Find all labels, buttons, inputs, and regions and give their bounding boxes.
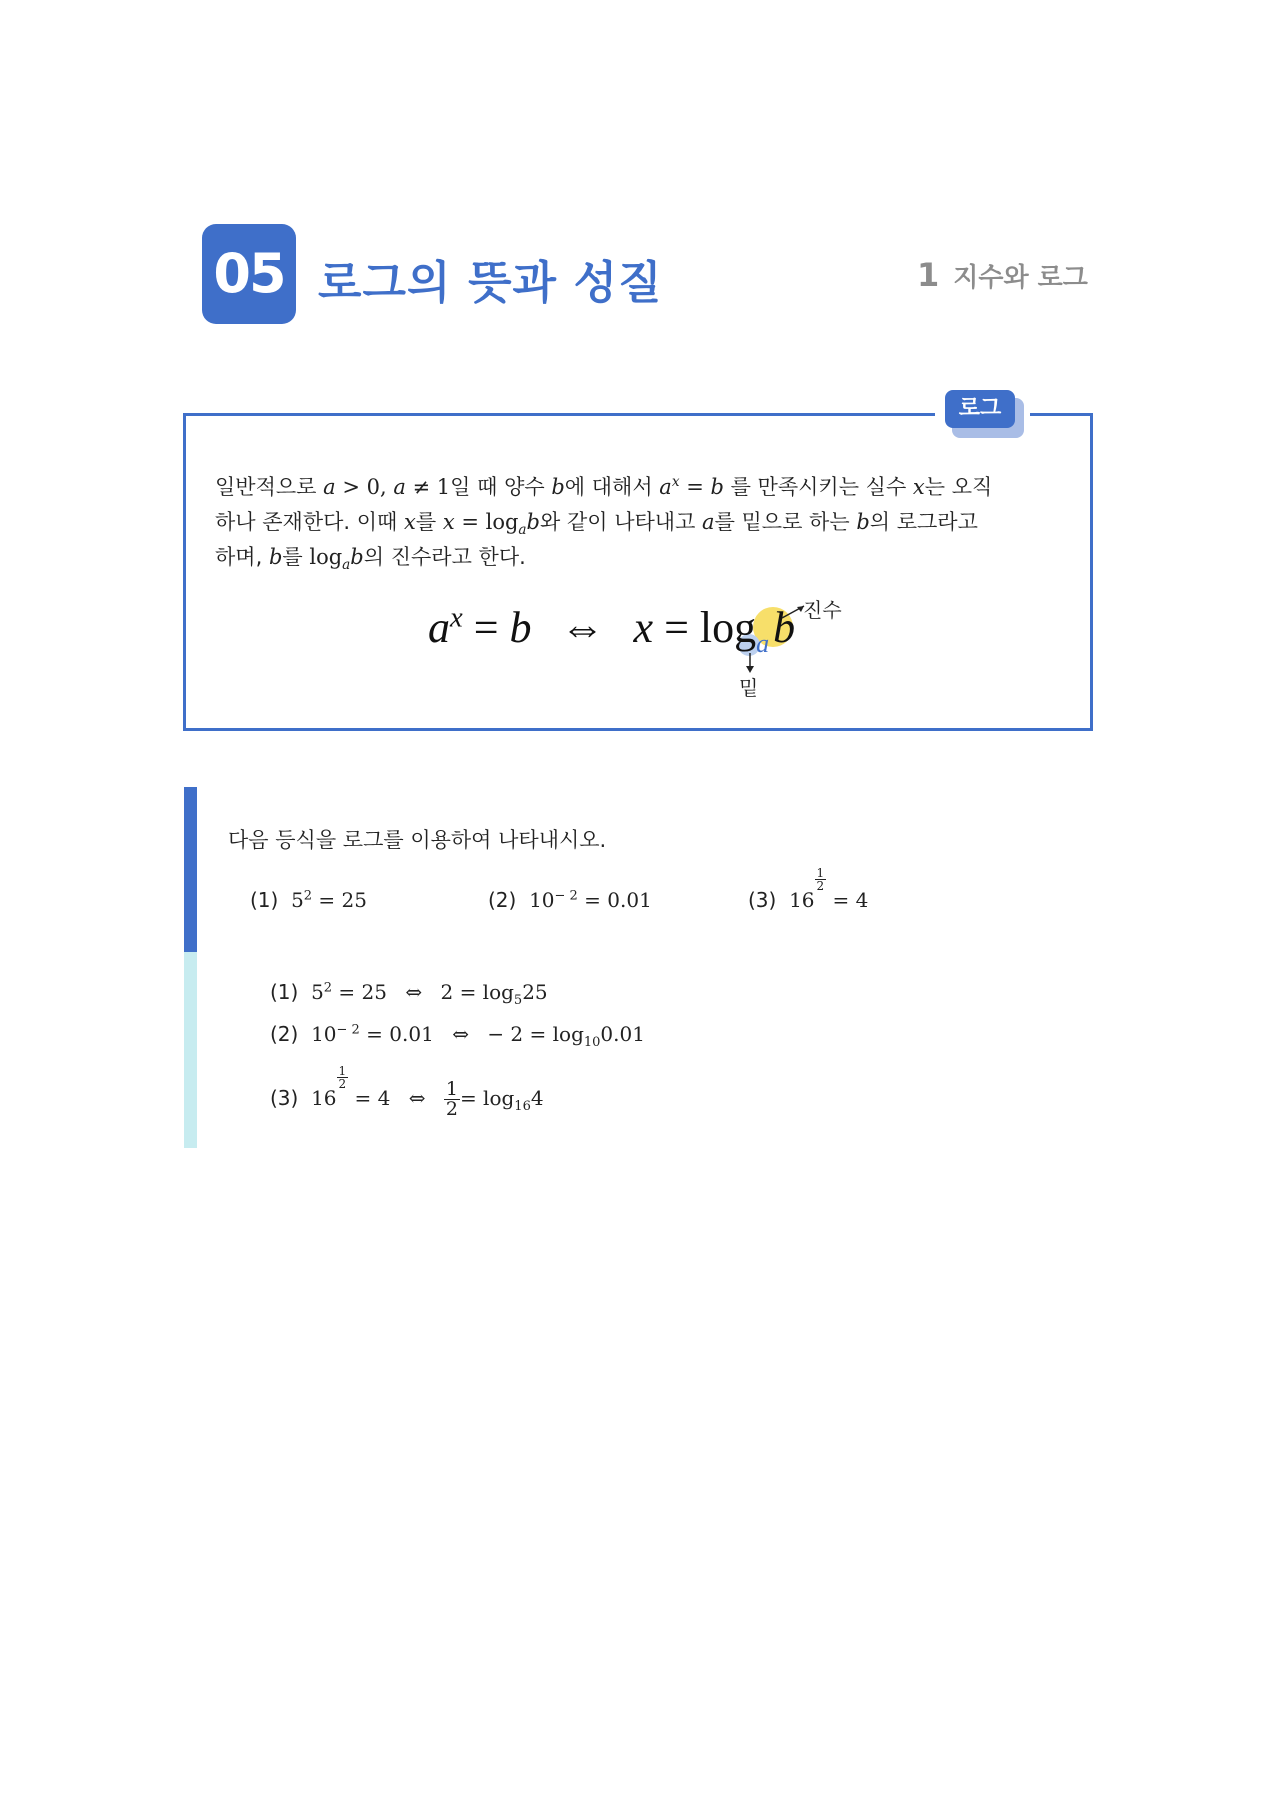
math-text: = 4 [826,888,869,912]
fraction-numerator: 1 [445,1078,458,1100]
math-var: a [323,475,336,499]
log-definition-formula [428,602,796,658]
argument-label: 진수 [803,598,842,622]
math-text: 0.01 [600,1022,645,1046]
math-text: 4 [530,1086,544,1110]
math-var: x [442,510,455,534]
math-text: = 25 [332,980,387,1004]
text-segment: 의 진수라고 한다. [363,545,526,569]
iff-symbol: ⇔ [408,1086,426,1110]
problem-item-1 [250,888,367,912]
answer-item-2 [270,1022,645,1050]
fraction-denominator: 2 [338,1077,347,1091]
math-var: b [268,545,283,569]
definition-paragraph [215,470,1045,575]
formula-equals: = [462,603,510,652]
math-var: b [551,475,565,499]
math-var: b [526,510,540,534]
math-var: x [404,510,416,534]
definition-line-1 [215,470,1045,505]
definition-line-2 [215,505,1045,540]
math-var: x [912,475,925,499]
item-number: (2) [270,1022,299,1046]
exponent-fraction [815,867,827,892]
text-segment: 하나 존재한다. 이때 [215,510,404,534]
math-var: a [702,510,715,534]
fraction-denominator: 2 [816,879,825,893]
answer-item-1 [270,980,548,1008]
chapter-name: 지수와 로그 [953,263,1088,293]
formula-log-base: a [756,628,770,658]
math-base: 5 [291,888,304,912]
math-base: 10 [529,888,555,912]
math-text: = 4 [348,1086,391,1110]
item-number: (2) [488,888,517,912]
text-segment: 일반적으로 [215,475,324,499]
result-fraction [444,1080,460,1119]
math-var: b [350,545,364,569]
math-text: = 0.01 [577,888,652,912]
item-number: (1) [270,980,299,1004]
text-segment: 를 [415,510,443,534]
formula-exponent: x [450,602,463,634]
chapter-number: 1 [917,256,940,294]
formula-log: = log [653,603,757,652]
math-base: 5 [311,980,324,1004]
math-text: = 25 [312,888,367,912]
definition-tab-label: 로그 [945,390,1015,428]
math-text: = log [454,510,519,534]
math-base: 16 [311,1086,337,1110]
math-base: 16 [789,888,815,912]
problem-instruction: 다음 등식을 로그를 이용하여 나타내시오. [228,828,607,852]
math-exponent: 2 [303,888,313,904]
item-number: (3) [748,888,777,912]
math-text: 를 log [282,545,343,569]
math-var: a [393,475,406,499]
text-segment: 를 밑으로 하는 [714,510,857,534]
problem-item-3 [748,866,869,914]
math-base: 10 [311,1022,337,1046]
fraction-numerator: 1 [338,1064,347,1078]
fraction-numerator: 1 [816,866,825,880]
text-segment: 의 로그라고 [869,510,978,534]
math-text: − 2 = log [487,1022,584,1046]
math-text: = 0.01 [359,1022,434,1046]
text-segment: 와 같이 나타내고 [540,510,703,534]
math-subscript: 10 [583,1035,601,1050]
math-text: > 0, [335,475,394,499]
math-subscript: a [518,522,527,539]
math-var: b [710,475,724,499]
iff-symbol: ⇔ [405,980,423,1004]
math-text: = log [459,1086,515,1110]
text-segment: 를 만족시키는 실수 [723,475,913,499]
section-number-badge: 05 [202,224,296,324]
base-arrow-icon [743,652,757,674]
problem-bar [184,787,197,952]
base-label: 밑 [739,676,759,700]
math-var: a [659,475,672,499]
fraction-denominator: 2 [445,1098,458,1120]
math-exponent: − 2 [336,1022,360,1038]
math-subscript: a [342,557,351,574]
text-segment: 에 대해서 [564,475,660,499]
chapter-label [917,256,1088,294]
iff-symbol: ⇔ [560,603,605,652]
math-text: 25 [522,980,548,1004]
math-text: = [679,475,711,499]
item-number: (3) [270,1086,299,1110]
problem-item-2 [488,888,652,912]
iff-symbol: ⇔ [452,1022,469,1046]
math-var: b [856,510,870,534]
text-segment: 는 오직 [924,475,993,499]
answer-item-3 [270,1064,544,1120]
formula-log-argument: b [773,603,796,652]
page-title: 로그의 뜻과 성질 [318,256,663,309]
math-exponent: 2 [323,980,333,996]
formula-variable: x [633,603,654,652]
math-text: ≠ 1 [405,475,451,499]
math-exponent: − 2 [554,888,578,904]
answer-bar [184,952,197,1148]
exponent-fraction [337,1065,349,1090]
item-number: (1) [250,888,279,912]
text-segment: 하며, [215,545,269,569]
text-segment: 일 때 양수 [450,475,552,499]
math-subscript: 5 [513,993,523,1008]
formula-base: a [428,603,450,652]
definition-line-3 [215,540,1045,575]
math-subscript: 16 [514,1099,531,1114]
formula-value: b [509,603,532,652]
math-text: 2 = log [440,980,514,1004]
math-exponent: x [671,474,680,490]
